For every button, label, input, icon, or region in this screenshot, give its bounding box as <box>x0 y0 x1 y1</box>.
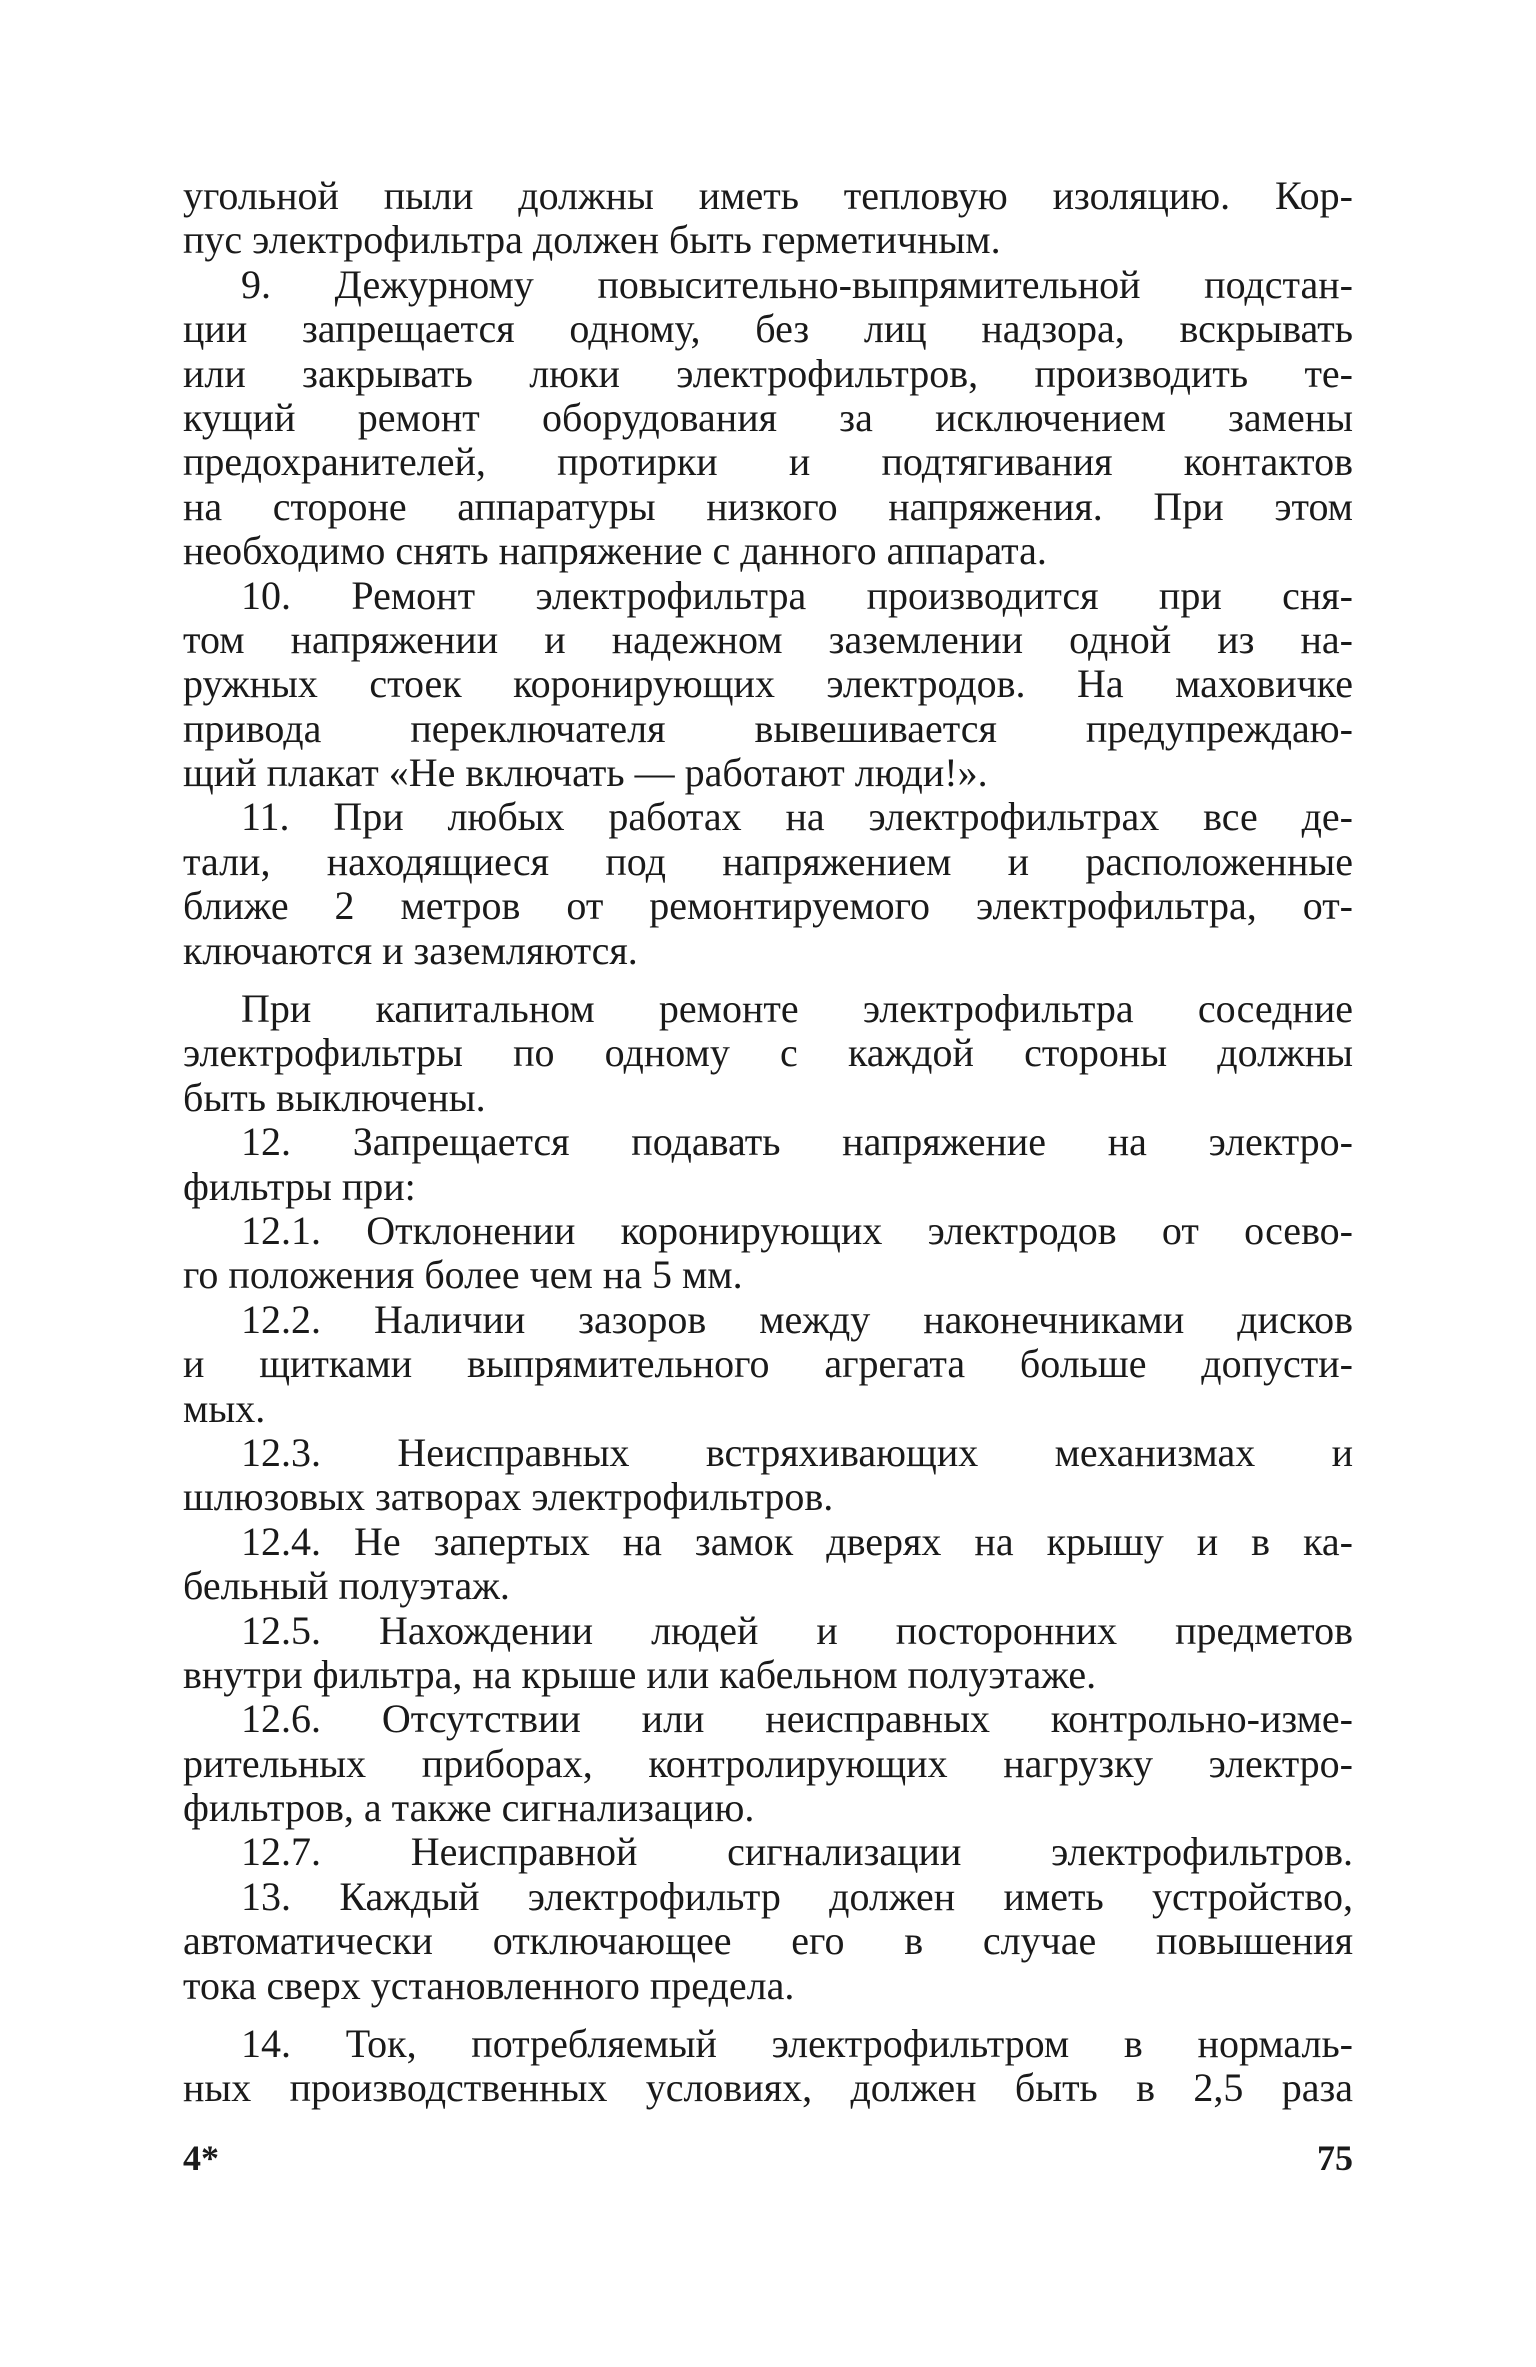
text-line: 12. Запрещается подавать напряжение на электро- <box>241 1120 1353 1165</box>
text-line: привода переключателя вывешивается предупреждаю- <box>183 706 1353 751</box>
text-line: быть выключены. <box>183 1075 486 1120</box>
text-line: ключаются и заземляются. <box>183 928 638 973</box>
text-line: кущий ремонт оборудования за исключением замены <box>183 395 1353 440</box>
text-line: электрофильтры по одному с каждой стороны должны <box>183 1031 1353 1076</box>
text-line: шлюзовых затворах электрофильтров. <box>183 1475 834 1520</box>
text-line: тока сверх установленного предела. <box>183 1963 795 2008</box>
text-line: 12.4. Не запертых на замок дверях на крышу и в ка- <box>241 1519 1353 1564</box>
text-line: ных производственных условиях, должен быть в 2,5 раза <box>183 2066 1353 2111</box>
text-line: предохранителей, протирки и подтягивания контактов <box>183 440 1353 485</box>
text-line: 12.2. Наличии зазоров между наконечниками дисков <box>241 1297 1353 1342</box>
text-line: 12.6. Отсутствии или неисправных контрольно-изме- <box>241 1697 1353 1742</box>
text-line: мых. <box>183 1386 266 1431</box>
text-line: щий плакат «Не включать — работают люди!». <box>183 751 988 796</box>
text-line: ции запрещается одному, без лиц надзора, вскрывать <box>183 307 1353 352</box>
text-line: и щитками выпрямительного агрегата больше допусти- <box>183 1342 1353 1387</box>
text-line: пус электрофильтра должен быть герметичным. <box>183 218 1001 263</box>
text-line: ближе 2 метров от ремонтируемого электрофильтра, от- <box>183 884 1353 929</box>
text-line: рительных приборах, контролирующих нагрузку электро- <box>183 1741 1353 1786</box>
text-line: на стороне аппаратуры низкого напряжения. При этом <box>183 484 1353 529</box>
text-line: 10. Ремонт электрофильтра производится при сня- <box>241 573 1353 618</box>
page-number: 75 <box>1317 2138 1353 2178</box>
text-line: том напряжении и надежном заземлении одной из на- <box>183 617 1353 662</box>
text-line: 12.7. Неисправной сигнализации электрофильтров. <box>241 1830 1353 1875</box>
text-line: необходимо снять напряжение с данного аппарата. <box>183 529 1047 574</box>
text-line: При капитальном ремонте электрофильтра соседние <box>241 987 1353 1032</box>
text-line: автоматически отключающее его в случае повышения <box>183 1919 1353 1964</box>
text-line: тали, находящиеся под напряжением и расположенные <box>183 839 1353 884</box>
text-line: фильтров, а также сигнализацию. <box>183 1786 755 1831</box>
text-line: или закрывать люки электрофильтров, производить те- <box>183 351 1353 396</box>
text-line: бельный полуэтаж. <box>183 1564 510 1609</box>
text-line: угольной пыли должны иметь тепловую изоляцию. Кор- <box>183 174 1353 218</box>
text-line: 11. При любых работах на электрофильтрах все де- <box>241 795 1353 840</box>
text-line: внутри фильтра, на крыше или кабельном полуэтаже. <box>183 1652 1097 1697</box>
body-text <box>183 174 1353 2111</box>
signature-mark: 4* <box>183 2138 219 2178</box>
text-line: 14. Ток, потребляемый электрофильтром в нормаль- <box>241 2022 1353 2067</box>
text-line: ружных стоек коронирующих электродов. На маховичке <box>183 662 1353 707</box>
text-line: фильтры при: <box>183 1164 416 1209</box>
text-line: го положения более чем на 5 мм. <box>183 1253 743 1298</box>
text-line: 12.1. Отклонении коронирующих электродов от осево- <box>241 1208 1353 1253</box>
text-line: 9. Дежурному повысительно-выпрямительной подстан- <box>241 262 1353 307</box>
text-line: 13. Каждый электрофильтр должен иметь устройство, <box>241 1874 1353 1919</box>
text-line: 12.3. Неисправных встряхивающих механизмах и <box>241 1430 1353 1475</box>
text-line: 12.5. Нахождении людей и посторонних предметов <box>241 1608 1353 1653</box>
